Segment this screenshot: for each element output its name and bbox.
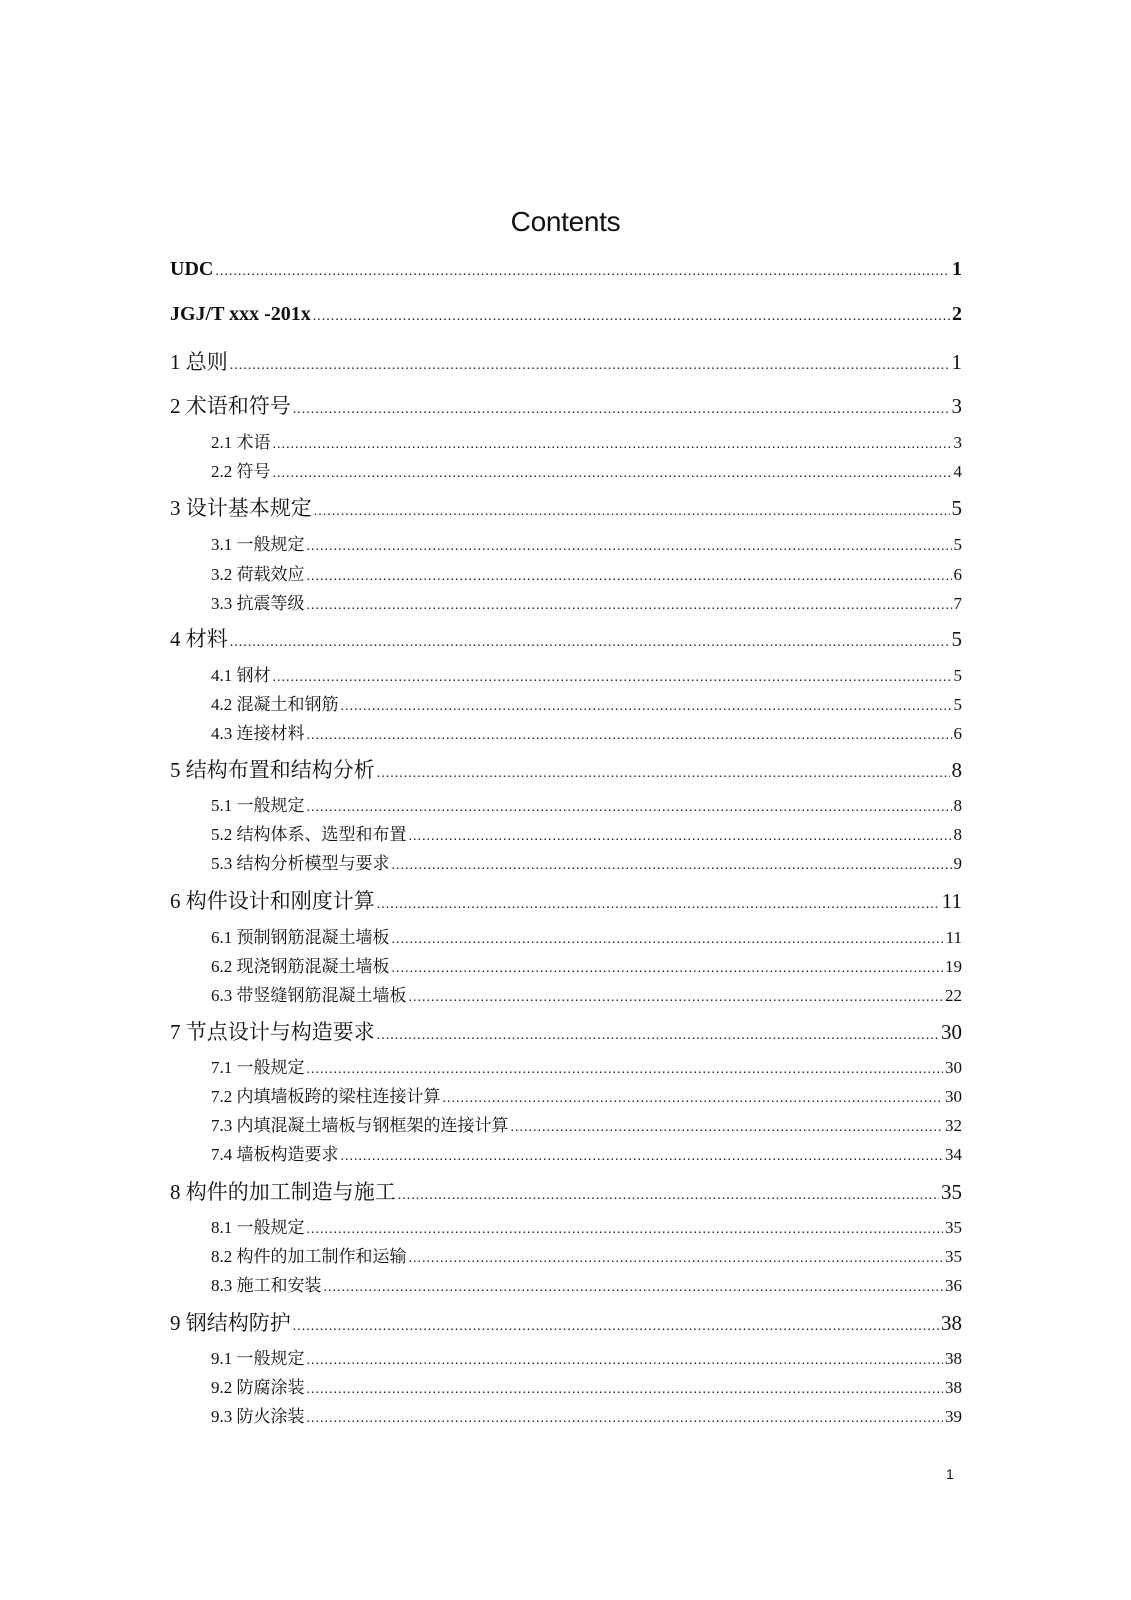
toc-entry-page: 34 <box>945 1145 962 1164</box>
toc-entry-page: 8 <box>953 796 962 815</box>
toc-entry-label: 7.2 内填墙板跨的梁柱连接计算 <box>211 1087 441 1106</box>
toc-entry-page: 1 <box>952 258 962 280</box>
toc-entry-label: 5 结构布置和结构分析 <box>170 758 375 782</box>
toc-entry-chapter-3[interactable] <box>170 492 962 520</box>
toc-entry-page: 5 <box>951 627 962 651</box>
toc-entry-page: 32 <box>945 1116 962 1135</box>
dot-leader <box>307 569 952 585</box>
toc-entry-section-9-2[interactable] <box>211 1373 962 1401</box>
dot-leader <box>307 1353 944 1369</box>
dot-leader <box>307 598 952 614</box>
dot-leader <box>511 1120 944 1136</box>
toc-entry-section-6-3[interactable] <box>211 981 962 1009</box>
toc-entry-page: 35 <box>945 1218 962 1237</box>
dot-leader <box>293 402 950 418</box>
dot-leader <box>307 728 952 744</box>
toc-entry-page: 5 <box>953 666 962 685</box>
toc-entry-page: 35 <box>945 1247 962 1266</box>
toc-entry-label: 3 设计基本规定 <box>170 496 312 520</box>
toc-entry-section-4-2[interactable] <box>211 690 962 718</box>
toc-entry-chapter-6[interactable] <box>170 885 962 913</box>
toc-entry-section-5-3[interactable] <box>211 849 962 877</box>
toc-entry-section-2-2[interactable] <box>211 457 962 485</box>
dot-leader <box>409 829 952 845</box>
toc-entry-page: 5 <box>953 695 962 714</box>
toc-entry-section-3-3[interactable] <box>211 589 962 617</box>
toc-entry-section-7-4[interactable] <box>211 1140 962 1168</box>
dot-leader <box>324 1280 944 1296</box>
toc-entry-page: 5 <box>953 535 962 554</box>
toc-entry-label: 3.1 一般规定 <box>211 535 305 554</box>
toc-entry-page: 3 <box>951 394 962 418</box>
toc-entry-chapter-7[interactable] <box>170 1016 962 1044</box>
dot-leader <box>230 358 950 374</box>
dot-leader <box>273 437 952 453</box>
toc-entry-label: 4.3 连接材料 <box>211 724 305 743</box>
toc-entry-chapter-5[interactable] <box>170 754 962 782</box>
toc-entry-page: 1 <box>951 350 962 374</box>
toc-entry-page: 36 <box>945 1276 962 1295</box>
toc-entry-page: 39 <box>945 1407 962 1426</box>
toc-entry-label: 7 节点设计与构造要求 <box>170 1020 375 1044</box>
toc-entry-section-5-1[interactable] <box>211 791 962 819</box>
toc-entry-page: 9 <box>953 854 962 873</box>
toc-entry-label: 6.2 现浇钢筋混凝土墙板 <box>211 957 390 976</box>
toc-entry-label: 8.3 施工和安装 <box>211 1276 322 1295</box>
dot-leader <box>307 539 952 555</box>
toc-entry-chapter-8[interactable] <box>170 1176 962 1204</box>
toc-entry-label: 4.2 混凝土和钢筋 <box>211 695 339 714</box>
toc-entry-label: 2.2 符号 <box>211 462 271 481</box>
toc-entry-section-8-2[interactable] <box>211 1242 962 1270</box>
toc-entry-label: 9.1 一般规定 <box>211 1349 305 1368</box>
dot-leader <box>341 699 952 715</box>
toc-entry-label: 6.3 带竖缝钢筋混凝土墙板 <box>211 986 407 1005</box>
toc-entry-section-8-3[interactable] <box>211 1271 962 1299</box>
dot-leader <box>409 990 944 1006</box>
toc-entry-label: 7.3 内填混凝土墙板与钢框架的连接计算 <box>211 1116 509 1135</box>
toc-entry-page: 3 <box>953 433 962 452</box>
dot-leader <box>392 961 944 977</box>
toc-entry-page: 38 <box>945 1349 962 1368</box>
dot-leader <box>409 1251 944 1267</box>
dot-leader <box>377 897 940 913</box>
toc-entry-section-6-1[interactable] <box>211 923 962 951</box>
dot-leader <box>377 766 950 782</box>
dot-leader <box>341 1149 944 1165</box>
toc-entry-section-3-2[interactable] <box>211 560 962 588</box>
toc-entry-page: 8 <box>953 825 962 844</box>
toc-entry-section-2-1[interactable] <box>211 428 962 456</box>
toc-entry-label: JGJ/T xxx -201x <box>170 303 311 325</box>
toc-entry-page: 30 <box>945 1087 962 1106</box>
toc-entry-section-7-3[interactable] <box>211 1111 962 1139</box>
toc-entry-page: 2 <box>952 303 962 325</box>
toc-entry-chapter-2[interactable] <box>170 390 962 418</box>
toc-entry-label: 8 构件的加工制造与施工 <box>170 1180 396 1204</box>
dot-leader <box>398 1188 939 1204</box>
toc-entry-page: 38 <box>945 1378 962 1397</box>
toc-entry-udc[interactable] <box>170 258 962 286</box>
toc-entry-section-4-1[interactable] <box>211 661 962 689</box>
toc-entry-standard-code[interactable] <box>170 303 962 331</box>
toc-entry-page: 35 <box>941 1180 962 1204</box>
toc-entry-page: 11 <box>941 889 962 913</box>
dot-leader <box>293 1319 939 1335</box>
toc-entry-section-3-1[interactable] <box>211 530 962 558</box>
dot-leader <box>392 858 952 874</box>
toc-entry-label: 6 构件设计和刚度计算 <box>170 889 375 913</box>
dot-leader <box>307 1411 944 1427</box>
toc-entry-chapter-9[interactable] <box>170 1307 962 1335</box>
toc-entry-page: 19 <box>945 957 962 976</box>
dot-leader <box>377 1028 939 1044</box>
dot-leader <box>443 1091 944 1107</box>
toc-entry-section-7-2[interactable] <box>211 1082 962 1110</box>
toc-entry-section-9-3[interactable] <box>211 1402 962 1430</box>
toc-entry-label: 7.4 墙板构造要求 <box>211 1145 339 1164</box>
toc-entry-label: UDC <box>170 258 214 280</box>
toc-entry-page: 8 <box>951 758 962 782</box>
page-number: 1 <box>946 1466 954 1482</box>
toc-entry-label: 1 总则 <box>170 350 228 374</box>
page-title: Contents <box>510 206 621 237</box>
dot-leader <box>307 800 952 816</box>
toc-entry-label: 3.3 抗震等级 <box>211 594 305 613</box>
toc-entry-label: 9 钢结构防护 <box>170 1311 291 1335</box>
toc-entry-label: 8.1 一般规定 <box>211 1218 305 1237</box>
dot-leader <box>307 1222 944 1238</box>
toc-entry-page: 11 <box>945 928 962 947</box>
toc-entry-page: 6 <box>953 565 962 584</box>
dot-leader <box>273 466 952 482</box>
dot-leader <box>307 1382 944 1398</box>
dot-leader <box>314 504 950 520</box>
dot-leader <box>230 635 950 651</box>
toc-entry-page: 30 <box>941 1020 962 1044</box>
toc-entry-label: 5.3 结构分析模型与要求 <box>211 854 390 873</box>
toc-entry-page: 30 <box>945 1058 962 1077</box>
toc-entry-page: 38 <box>941 1311 962 1335</box>
toc-entry-page: 6 <box>953 724 962 743</box>
toc-entry-label: 9.2 防腐涂装 <box>211 1378 305 1397</box>
toc-entry-label: 2 术语和符号 <box>170 394 291 418</box>
toc-entry-label: 7.1 一般规定 <box>211 1058 305 1077</box>
dot-leader <box>273 670 952 686</box>
toc-entry-section-4-3[interactable] <box>211 719 962 747</box>
toc-entry-label: 4 材料 <box>170 627 228 651</box>
toc-entry-label: 9.3 防火涂装 <box>211 1407 305 1426</box>
toc-entry-page: 5 <box>951 496 962 520</box>
toc-entry-label: 2.1 术语 <box>211 433 271 452</box>
toc-entry-section-8-1[interactable] <box>211 1213 962 1241</box>
dot-leader <box>215 264 950 280</box>
toc-entry-section-5-2[interactable] <box>211 820 962 848</box>
toc-entry-page: 22 <box>945 986 962 1005</box>
dot-leader <box>392 932 944 948</box>
dot-leader <box>313 309 950 325</box>
toc-entry-label: 3.2 荷载效应 <box>211 565 305 584</box>
toc-entry-page: 7 <box>953 594 962 613</box>
toc-entry-section-6-2[interactable] <box>211 952 962 980</box>
toc-entry-label: 5.2 结构体系、选型和布置 <box>211 825 407 844</box>
toc-entry-label: 5.1 一般规定 <box>211 796 305 815</box>
toc-entry-section-7-1[interactable] <box>211 1053 962 1081</box>
toc-entry-section-9-1[interactable] <box>211 1344 962 1372</box>
toc-entry-label: 8.2 构件的加工制作和运输 <box>211 1247 407 1266</box>
dot-leader <box>307 1062 944 1078</box>
toc-entry-label: 6.1 预制钢筋混凝土墙板 <box>211 928 390 947</box>
toc-entry-page: 4 <box>953 462 962 481</box>
toc-entry-chapter-1[interactable] <box>170 346 962 374</box>
toc-entry-chapter-4[interactable] <box>170 623 962 651</box>
toc-entry-label: 4.1 钢材 <box>211 666 271 685</box>
